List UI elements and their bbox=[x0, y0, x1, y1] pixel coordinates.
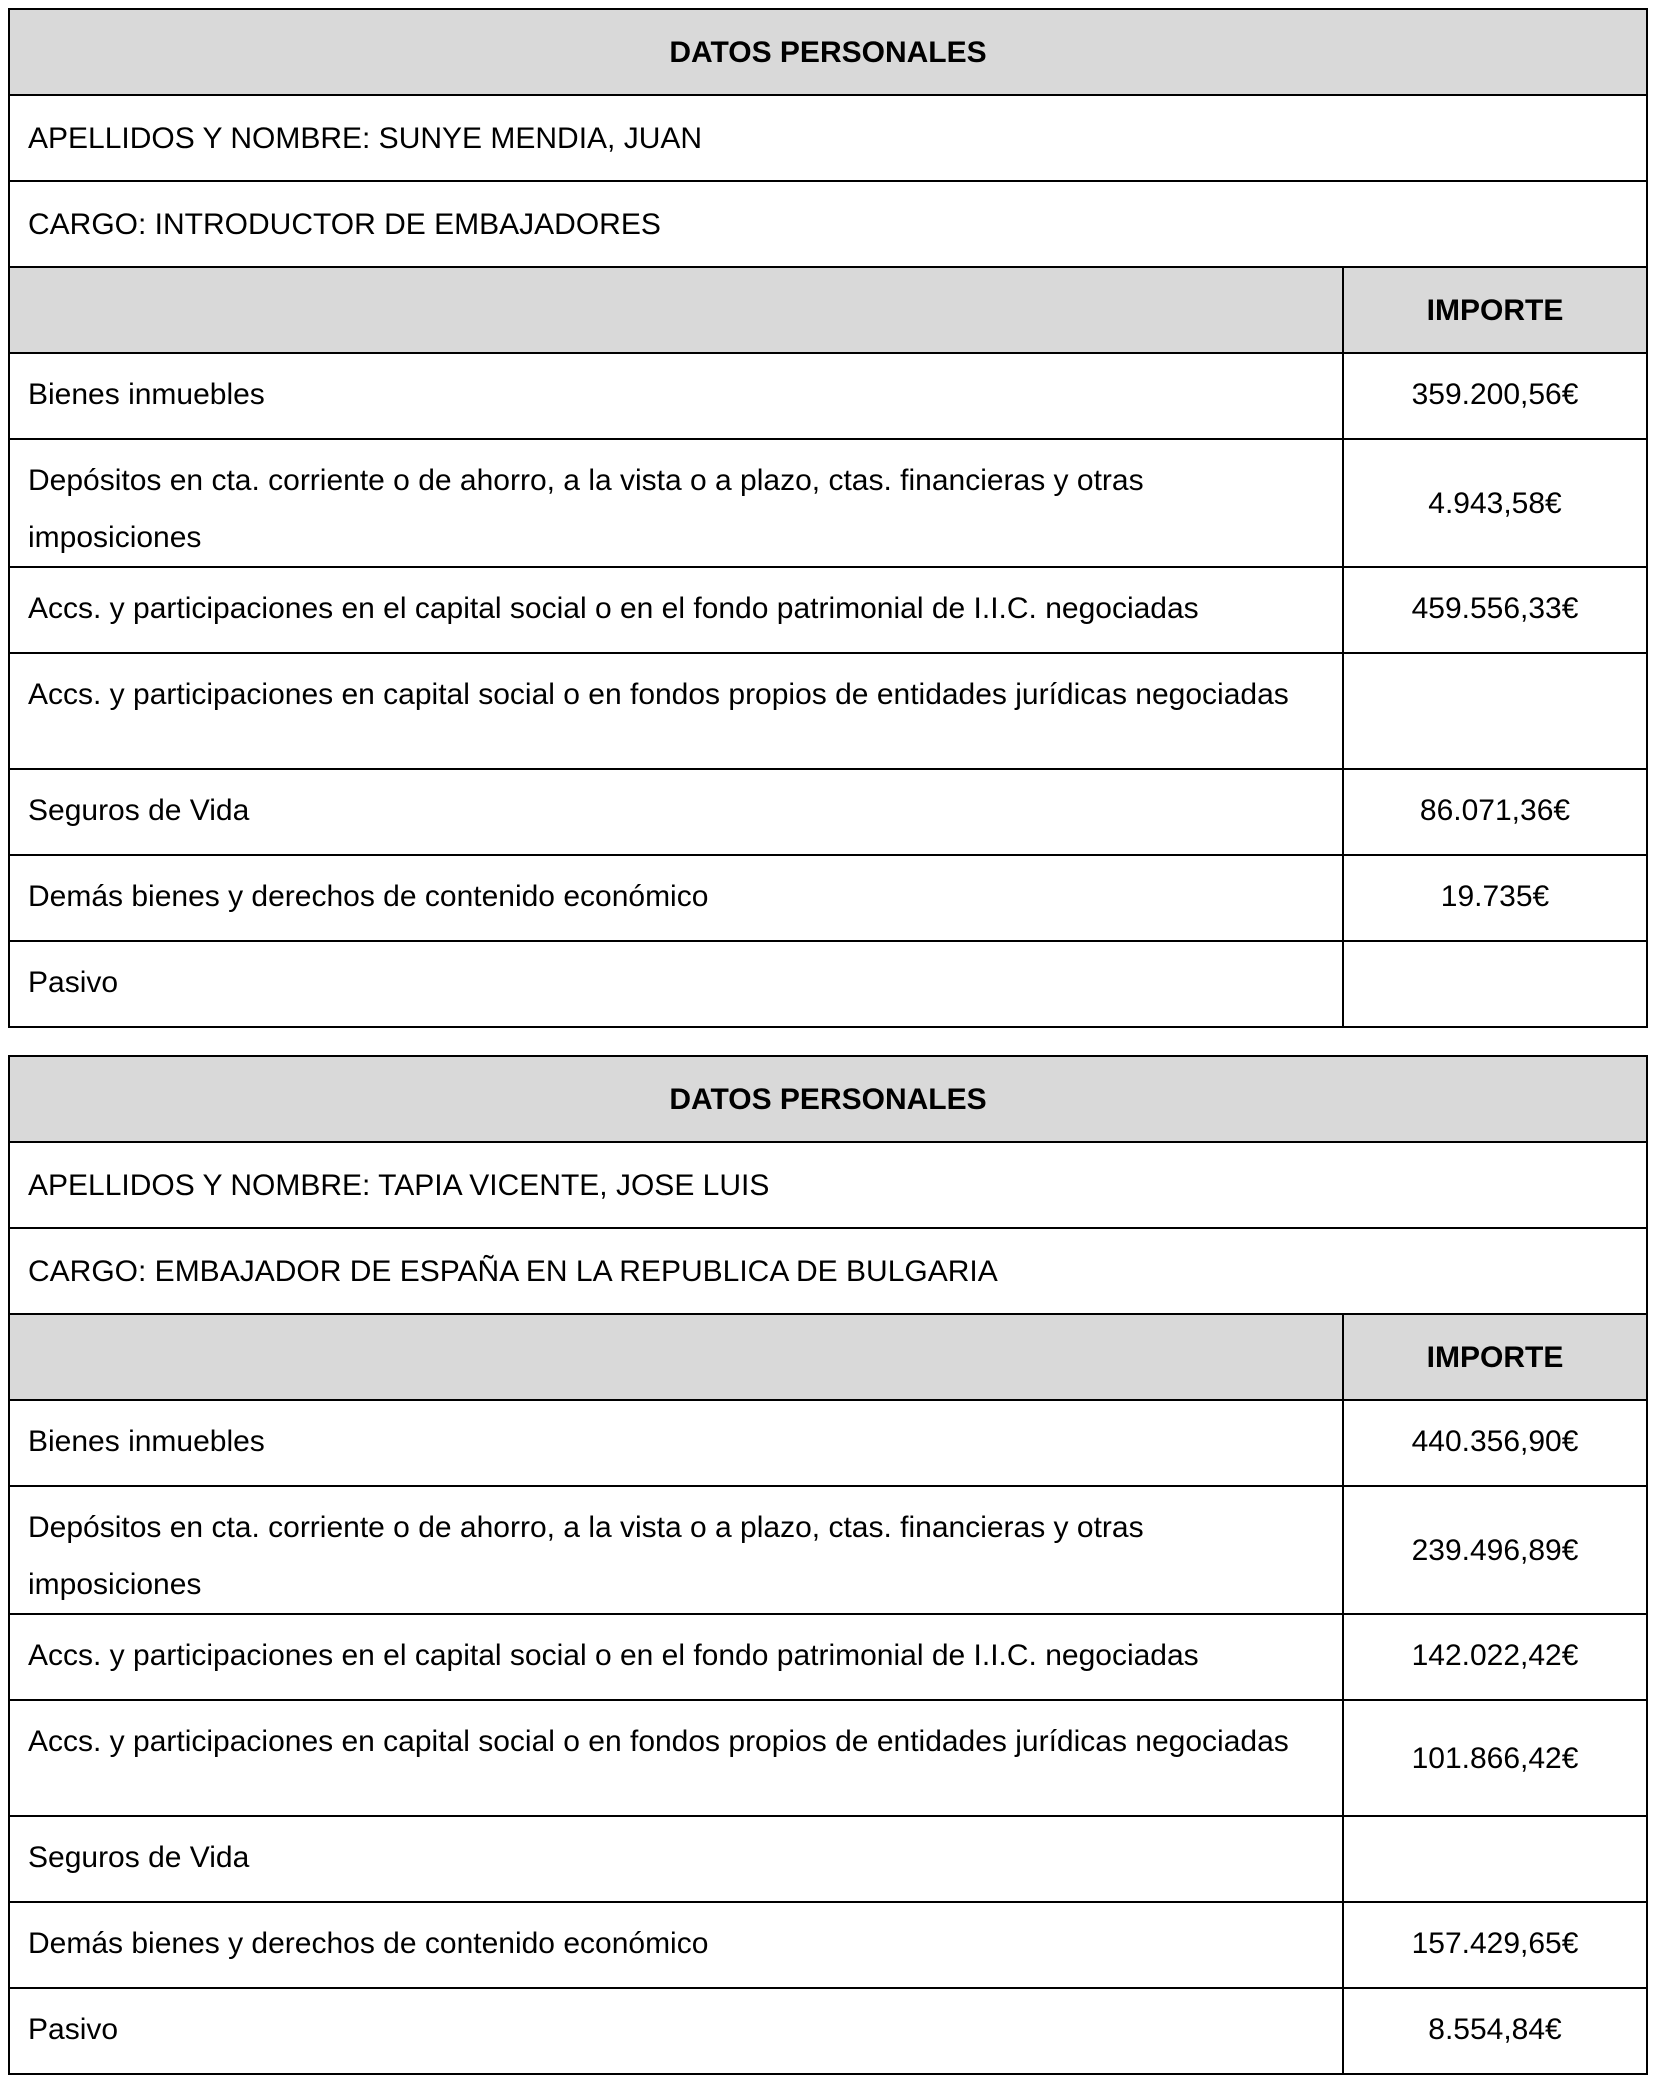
row-label: Seguros de Vida bbox=[9, 1816, 1343, 1902]
row-label: Accs. y participaciones en capital social o en fondos propios de entidades jurídicas negociadas bbox=[9, 653, 1343, 769]
row-label: Depósitos en cta. corriente o de ahorro, a la vista o a plazo, ctas. financieras y otras imposiciones bbox=[9, 439, 1343, 567]
row-amount: 157.429,65€ bbox=[1343, 1902, 1647, 1988]
section-header: DATOS PERSONALES bbox=[9, 1056, 1647, 1142]
row-label: Pasivo bbox=[9, 941, 1343, 1027]
row-label: Seguros de Vida bbox=[9, 769, 1343, 855]
row-label: Accs. y participaciones en capital social o en fondos propios de entidades jurídicas negociadas bbox=[9, 1700, 1343, 1816]
table-row bbox=[9, 567, 1647, 653]
table-row bbox=[9, 439, 1647, 567]
table-row bbox=[9, 1902, 1647, 1988]
table-row bbox=[9, 855, 1647, 941]
position: CARGO: EMBAJADOR DE ESPAÑA EN LA REPUBLICA DE BULGARIA bbox=[9, 1228, 1647, 1314]
table-row bbox=[9, 1988, 1647, 2074]
table-row bbox=[9, 653, 1647, 769]
table-row bbox=[9, 1486, 1647, 1614]
row-label: Bienes inmuebles bbox=[9, 1400, 1343, 1486]
position: CARGO: INTRODUCTOR DE EMBAJADORES bbox=[9, 181, 1647, 267]
row-amount: 4.943,58€ bbox=[1343, 439, 1647, 567]
declaration-table-1 bbox=[8, 8, 1648, 1028]
row-amount: 86.071,36€ bbox=[1343, 769, 1647, 855]
row-amount: 19.735€ bbox=[1343, 855, 1647, 941]
row-label: Depósitos en cta. corriente o de ahorro, a la vista o a plazo, ctas. financieras y otras imposiciones bbox=[9, 1486, 1343, 1614]
row-amount: 459.556,33€ bbox=[1343, 567, 1647, 653]
table-row bbox=[9, 1614, 1647, 1700]
table-row bbox=[9, 769, 1647, 855]
row-label: Demás bienes y derechos de contenido económico bbox=[9, 855, 1343, 941]
amount-column-header: IMPORTE bbox=[1343, 1314, 1647, 1400]
table-row bbox=[9, 1700, 1647, 1816]
row-amount: 239.496,89€ bbox=[1343, 1486, 1647, 1614]
section-header: DATOS PERSONALES bbox=[9, 9, 1647, 95]
row-amount: 8.554,84€ bbox=[1343, 1988, 1647, 2074]
table-row bbox=[9, 1816, 1647, 1902]
row-label: Accs. y participaciones en el capital social o en el fondo patrimonial de I.I.C. negociadas bbox=[9, 567, 1343, 653]
row-amount bbox=[1343, 653, 1647, 769]
table-row bbox=[9, 1400, 1647, 1486]
row-label: Accs. y participaciones en el capital social o en el fondo patrimonial de I.I.C. negociadas bbox=[9, 1614, 1343, 1700]
row-label: Pasivo bbox=[9, 1988, 1343, 2074]
label-column-header bbox=[9, 1314, 1343, 1400]
table-row bbox=[9, 353, 1647, 439]
amount-column-header: IMPORTE bbox=[1343, 267, 1647, 353]
full-name: APELLIDOS Y NOMBRE: SUNYE MENDIA, JUAN bbox=[9, 95, 1647, 181]
row-amount: 101.866,42€ bbox=[1343, 1700, 1647, 1816]
full-name: APELLIDOS Y NOMBRE: TAPIA VICENTE, JOSE LUIS bbox=[9, 1142, 1647, 1228]
declaration-table-2 bbox=[8, 1055, 1648, 2075]
label-column-header bbox=[9, 267, 1343, 353]
row-amount bbox=[1343, 1816, 1647, 1902]
row-amount: 359.200,56€ bbox=[1343, 353, 1647, 439]
row-amount: 142.022,42€ bbox=[1343, 1614, 1647, 1700]
row-amount: 440.356,90€ bbox=[1343, 1400, 1647, 1486]
row-label: Demás bienes y derechos de contenido económico bbox=[9, 1902, 1343, 1988]
row-label: Bienes inmuebles bbox=[9, 353, 1343, 439]
table-row bbox=[9, 941, 1647, 1027]
row-amount bbox=[1343, 941, 1647, 1027]
